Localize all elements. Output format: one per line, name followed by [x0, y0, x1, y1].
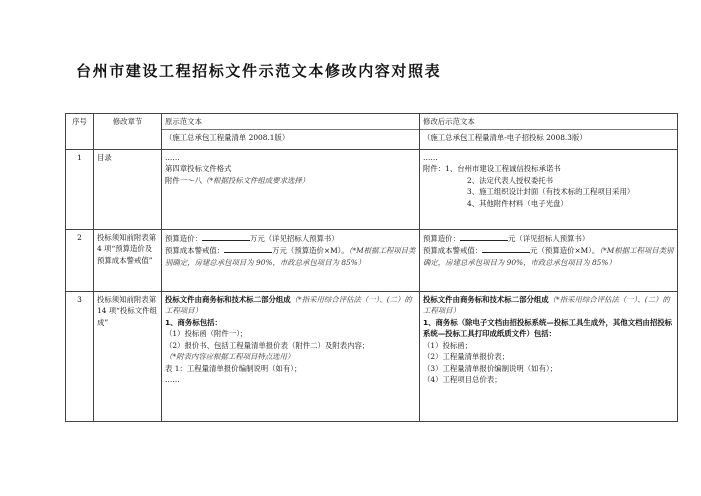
row-number: 3: [66, 292, 94, 422]
row-original-content: [162, 150, 420, 230]
comparison-table: [65, 113, 678, 422]
row-original-content: [162, 230, 420, 292]
text-line: [165, 232, 416, 244]
text-span: 元（预算造价×M）。: [530, 246, 600, 256]
text-line: [423, 294, 674, 317]
table-row: [66, 150, 678, 230]
text-line: 1、商务标（除电子文档由招投标系统—投标工具生成外，其他文档由招投标系统—投标工具打印成纸质文件）包括：: [423, 317, 673, 339]
text-line: [165, 244, 416, 268]
text-span: 万元（预算造价×M）。: [272, 246, 349, 256]
blank-underline: [482, 244, 530, 253]
text-span: 预算造价：: [165, 234, 202, 243]
row-section: 投标须知前附表第 14 项“投标文件组成”: [94, 292, 162, 422]
note-text: （*根据投标文件组成要求选择）: [201, 175, 310, 185]
text-line: （2）工程量清单报价表；: [423, 352, 510, 362]
header-revised-title: 修改后示范文本: [423, 117, 475, 126]
text-line: 2、法定代表人授权委托书: [467, 175, 554, 185]
header-revised: [420, 114, 678, 150]
table-row: [66, 230, 678, 292]
text-line: [165, 294, 416, 317]
row-revised-content: [420, 230, 678, 292]
note-text: （*指采用综合评估法（一）、(二）的工程项目）: [165, 295, 412, 316]
page-title: 台州市建设工程招标文件示范文本修改内容对照表: [76, 62, 442, 80]
header-original-title: 原示范文本: [165, 117, 202, 126]
bold-text: 投标文件由商务标和技术标二部分组成: [165, 295, 291, 304]
text-span: 附件一～八: [165, 175, 202, 185]
header-original: [162, 114, 420, 150]
text-line: [423, 232, 674, 244]
row-revised-content: [420, 150, 678, 230]
bold-text: 投标文件由商务标和技术标二部分组成: [423, 295, 549, 304]
row-original-content: [162, 292, 420, 422]
note-text: （*M根据工程项目类别确定，房建总承包项目为 90%，市政总承包项目为 85%）: [165, 246, 416, 267]
text-span: 预算成本警戒值：: [423, 246, 483, 256]
text-line: 3、施工组织设计封面（有技术标的工程项目采用）: [467, 187, 635, 197]
text-line: （4）工程项目总价表；: [423, 375, 502, 385]
header-no: 序号: [66, 114, 94, 150]
note-text: （*附表内容应根据工程项目特点选用）: [165, 352, 295, 362]
row-number: 1: [66, 150, 94, 230]
blank-underline: [224, 244, 272, 253]
text-line: （2）报价书、包括工程量清单报价表（附件二）及附表内容；: [165, 340, 370, 350]
text-line: 表 1：工程量清单报价编制说明（如有）；: [165, 363, 302, 373]
header-revised-subtitle: （施工总承包工程量清单-电子招投标 2008.3版）: [420, 129, 677, 145]
text-line: （1）投标函；: [423, 340, 473, 350]
note-text: （*M根据工程项目类别确定，房建总承包项目为 90%，市政总承包项目为 85%）: [423, 246, 674, 267]
text-line: （1）投标函（附件一）；: [165, 329, 248, 339]
text-line: [165, 175, 416, 186]
text-line: 1、商务标包括：: [165, 317, 222, 327]
text-span: 预算造价：: [423, 234, 460, 243]
text-line: ……: [423, 153, 438, 162]
text-line: [423, 244, 674, 268]
header-row: [66, 114, 678, 150]
row-section: 投标须知前附表第 4 项“预算造价及预算成本警戒值”: [94, 230, 162, 292]
text-span: 万元（详见招标人预算书）: [249, 234, 339, 243]
blank-underline: [202, 232, 250, 241]
row-section: 目录: [94, 150, 162, 230]
header-original-subtitle: （施工总承包工程量清单 2008.1版）: [162, 129, 419, 145]
header-section: 修改章节: [94, 114, 162, 150]
text-line: （3）工程量清单报价编制说明（如有）；: [423, 363, 558, 373]
table-row: [66, 292, 678, 422]
text-line: ……: [165, 375, 180, 385]
text-line: 第四章投标文件格式: [165, 164, 232, 174]
text-span: 元（详见招标人预算书）: [507, 234, 590, 243]
text-span: 预算成本警戒值：: [165, 246, 225, 256]
text-line: ……: [165, 153, 180, 162]
note-text: （*指采用综合评估法（一）、(二）的工程项目）: [423, 295, 670, 316]
row-revised-content: [420, 292, 678, 422]
blank-underline: [460, 232, 508, 241]
row-number: 2: [66, 230, 94, 292]
text-line: 附件：1、台州市建设工程诚信投标承诺书: [423, 164, 561, 174]
text-line: 4、其他附件材料（电子光盘）: [467, 198, 568, 208]
